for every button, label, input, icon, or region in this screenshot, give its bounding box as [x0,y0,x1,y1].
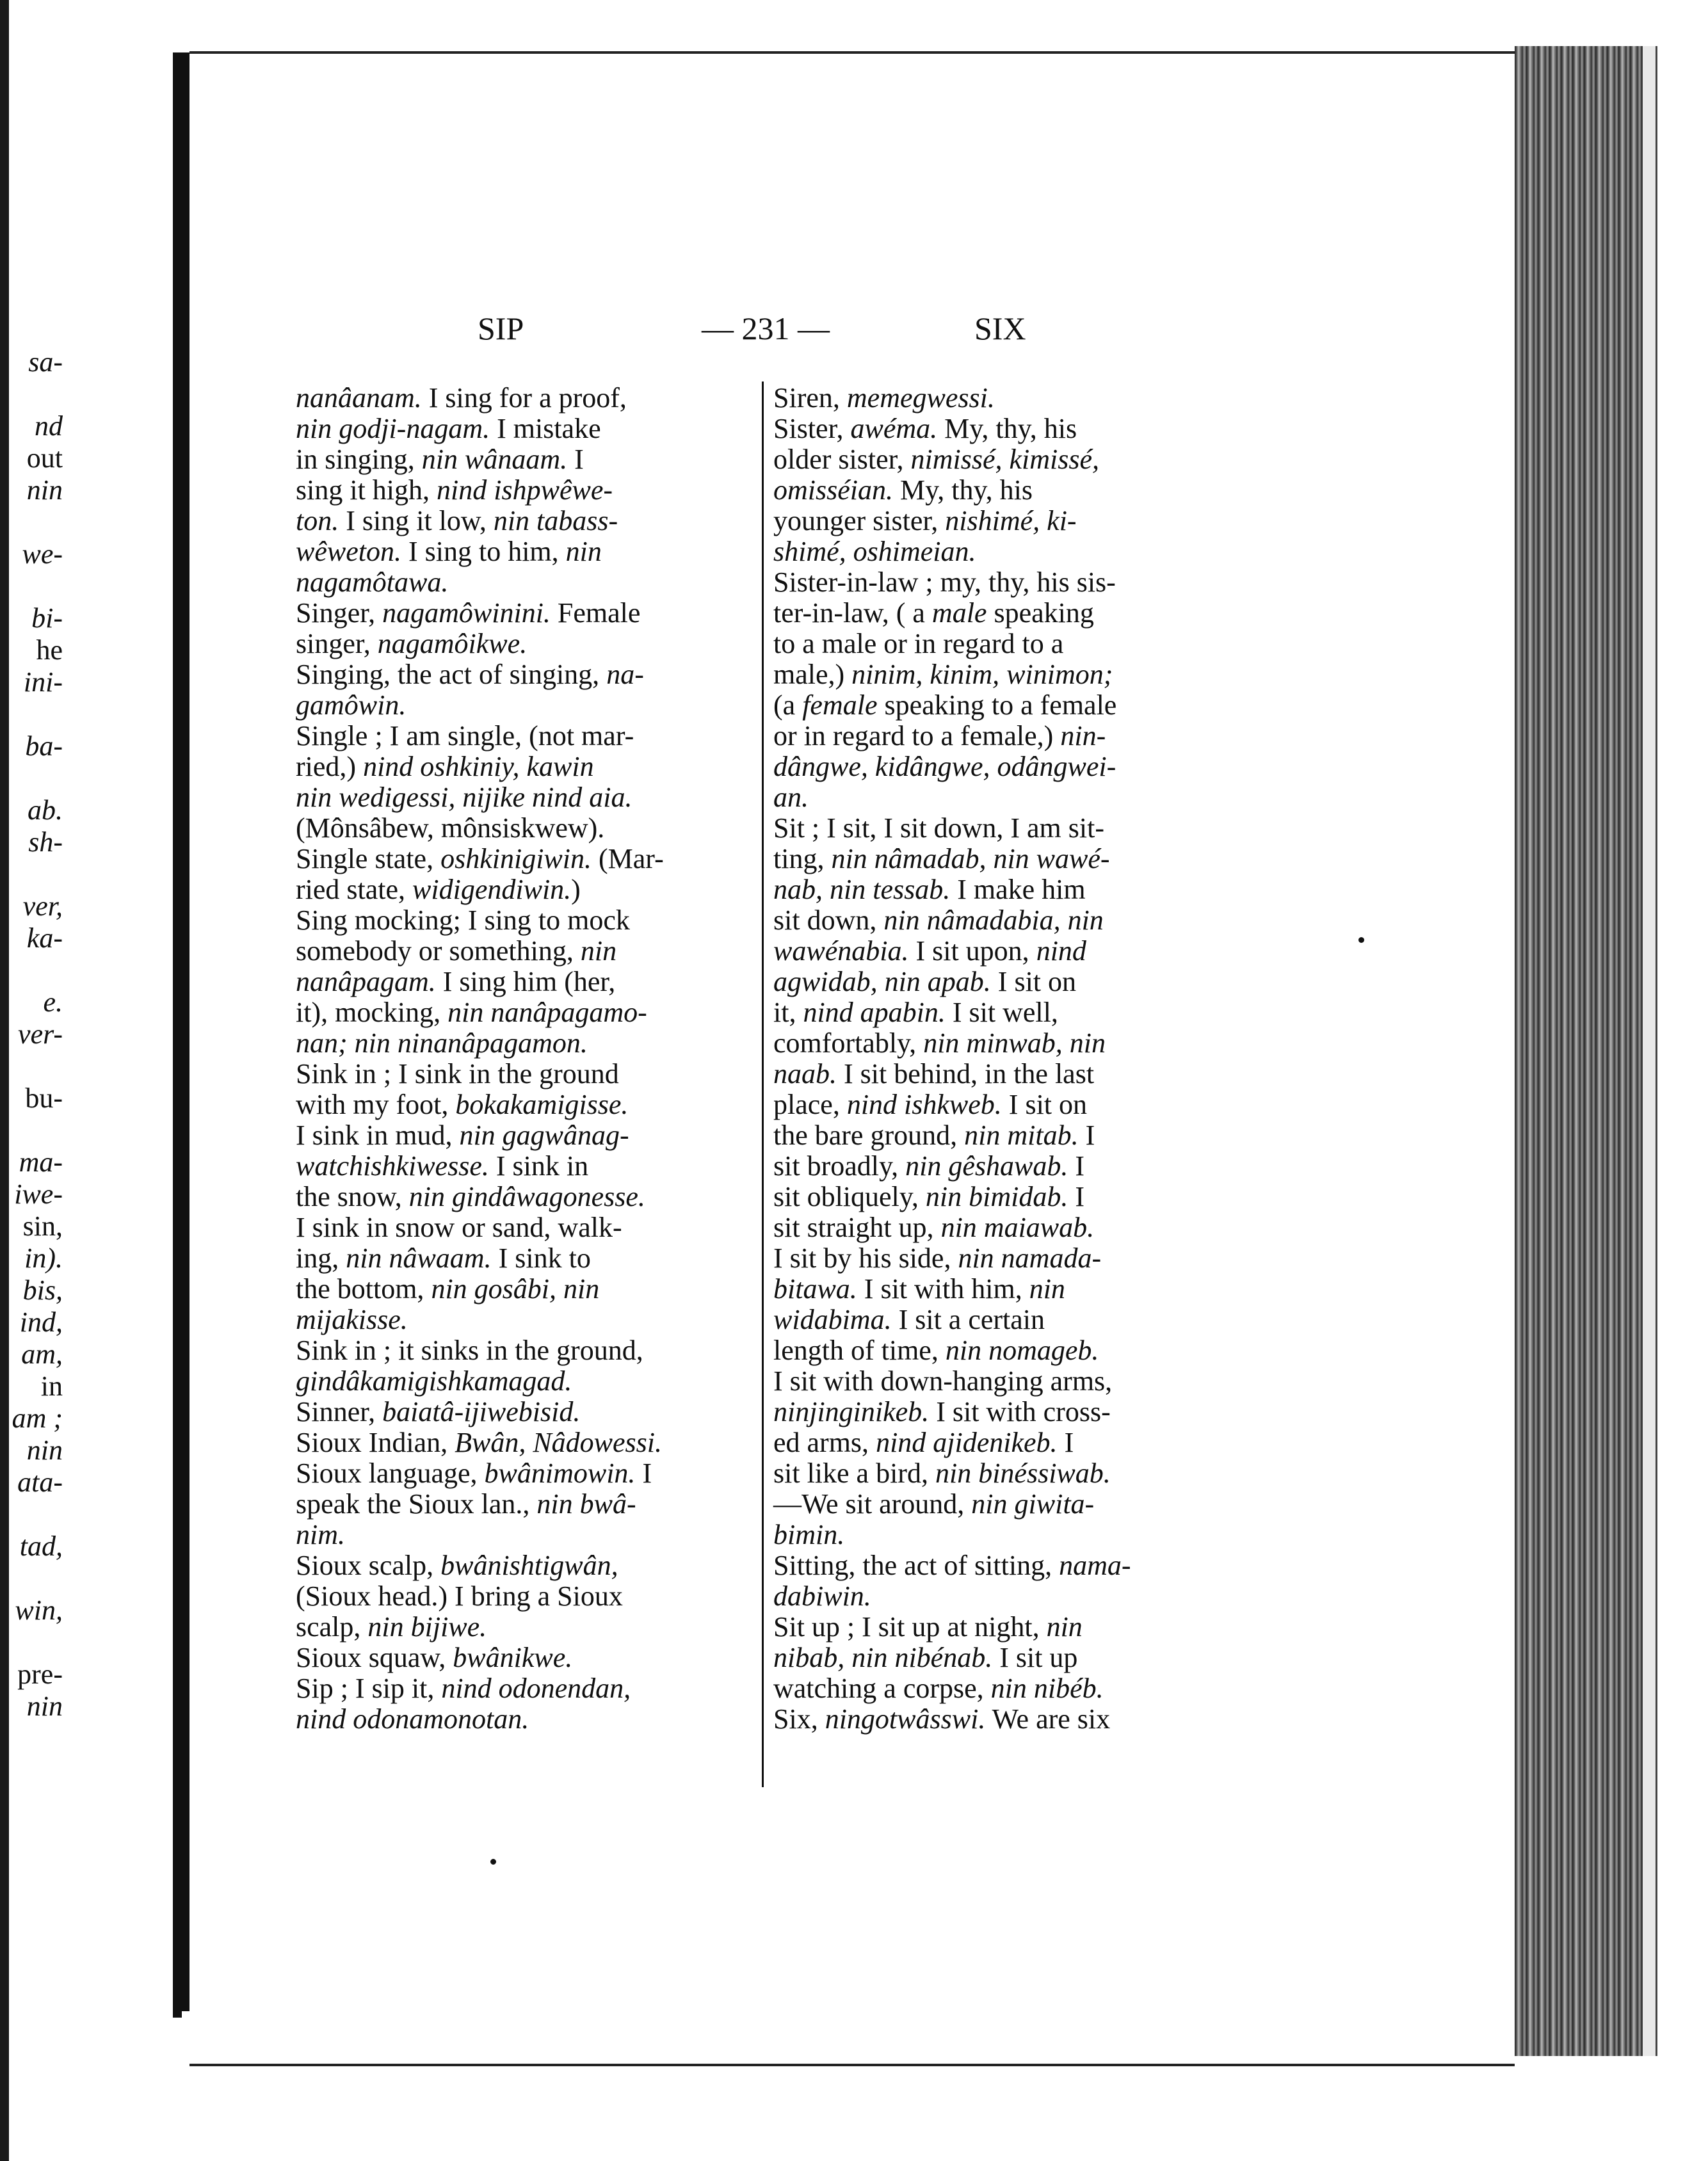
ojibwe-term: gamôwin. [296,689,407,721]
ojibwe-term: nin gêshawab. [905,1150,1068,1182]
english-text: ting, [773,843,832,874]
dictionary-entry [773,1704,1414,1735]
english-text: Six, [773,1703,825,1735]
ojibwe-term: nin maiawab. [940,1212,1095,1243]
ojibwe-term: nin- [1060,720,1106,751]
entry-line [773,566,1414,598]
dictionary-entry [773,1550,1414,1612]
english-text: I sing it low, [339,505,494,536]
previous-page-text-fragment: bi- [31,602,63,634]
ojibwe-term: nin [580,935,617,967]
entry-line [773,536,1414,567]
entry-line [773,1058,1414,1089]
english-text: —We sit around, [773,1488,972,1520]
entry-line [773,935,1414,967]
header-left-guide-word: SIP [478,310,524,346]
previous-page-text-fragment: sh- [28,826,63,858]
english-text: watching a corpse, [773,1673,991,1704]
english-text: I [567,444,584,475]
entry-line [773,1273,1414,1305]
english-text: Sioux squaw, [296,1642,453,1673]
entry-line [773,782,1414,813]
entry-line [773,1427,1414,1458]
previous-page-text-fragment: he [36,634,63,666]
previous-page-text-fragment: sin, [22,1210,63,1242]
entry-line [773,1212,1414,1243]
english-text: length of time, [773,1335,946,1366]
entry-line [773,1519,1414,1550]
previous-page-text-fragment: sa- [28,346,63,378]
english-text: I sink in snow or sand, walk- [296,1212,622,1243]
english-text: ter-in-law, ( a [773,597,932,629]
right-column [773,383,1414,1735]
ojibwe-term: memegwessi. [846,382,995,414]
english-text: I sit with cross- [929,1396,1111,1427]
entry-line [773,689,1414,721]
ojibwe-term: nin godji-nagam. [296,413,490,444]
english-text: scalp, [296,1611,368,1643]
entry-line [773,843,1414,874]
ojibwe-term: nin nâmadabia, nin [883,904,1104,936]
english-text: ) [571,874,581,905]
ojibwe-term: nind odonamonotan. [296,1703,529,1735]
previous-page-text-fragment: ata- [17,1466,63,1498]
entry-line [773,1242,1414,1274]
book-edge [1643,46,1657,2056]
ojibwe-term: baiatâ-ijiwebisid. [382,1396,581,1427]
previous-page-text-fragment: ka- [26,922,63,954]
english-text: I sing him (her, [435,966,616,997]
entry-line [773,997,1414,1028]
english-text: the snow, [296,1181,409,1212]
ojibwe-term: bitawa. [773,1273,857,1305]
english-text: Sitting, the act of sitting, [773,1550,1059,1581]
entry-line [773,413,1414,444]
entry-line [773,659,1414,690]
english-text: I [1068,1181,1085,1212]
ojibwe-term: nin [565,536,602,567]
english-text: speak the Sioux lan., [296,1488,537,1520]
entry-line [773,904,1414,936]
ojibwe-term: naab. [773,1058,837,1089]
previous-page-text-fragment: ba- [25,730,63,762]
entry-line [773,966,1414,997]
ojibwe-term: nin nibéb. [990,1673,1104,1704]
english-text: I sit with him, [857,1273,1029,1305]
english-text: Sink in ; it sinks in the ground, [296,1335,643,1366]
ojibwe-term: mijakisse. [296,1304,408,1335]
ojibwe-term: Bwân, Nâdowessi. [455,1427,663,1458]
english-text: I sit a certain [891,1304,1045,1335]
english-text: (Mar- [592,843,664,874]
previous-page-text-fragment: ver, [22,890,63,922]
ojibwe-term: bwânimowin. [484,1458,636,1489]
english-text: Female [550,597,641,629]
entry-line [773,1580,1414,1612]
ojibwe-term: nind oshkiniy, kawin [363,751,594,782]
ojibwe-term: nin bimidab. [925,1181,1068,1212]
entry-line [773,1611,1414,1643]
english-text: younger sister, [773,505,946,536]
ojibwe-term: nin nâmadab, nin wawé- [831,843,1110,874]
english-text: I [1057,1427,1074,1458]
scan-border-left [0,0,9,2161]
english-text: I sing to him, [401,536,566,567]
ojibwe-term: nind ishpwêwe- [437,474,613,506]
english-text: I [1068,1150,1085,1182]
english-text: I sit behind, in the last [837,1058,1095,1089]
previous-page-edge [9,52,182,2018]
entry-line [773,1365,1414,1397]
english-text: Single ; I am single, (not mar- [296,720,634,751]
ojibwe-term: bwânishtigwân, [440,1550,618,1581]
english-text: Sing mocking; I sing to mock [296,904,630,936]
ojibwe-term: awéma. [850,413,938,444]
english-text: I sit with down-hanging arms, [773,1365,1113,1397]
english-text: I sink in [488,1150,589,1182]
entry-line [773,597,1414,629]
entry-line [773,474,1414,506]
ojibwe-term: nin tabass- [493,505,618,536]
english-text: the bottom, [296,1273,431,1305]
previous-page-text-fragment: ind, [19,1306,63,1338]
ojibwe-term: nagamôikwe. [377,628,528,659]
ojibwe-term: omisséian. [773,474,893,506]
ojibwe-term: nab, nin tessab. [773,874,951,905]
ojibwe-term: nama- [1059,1550,1131,1581]
previous-page-text-fragment: win, [15,1595,63,1626]
ojibwe-term: nind [1036,935,1086,967]
ojibwe-term: male [931,597,987,629]
dictionary-page [189,51,1515,2066]
english-text: Sister-in-law ; my, thy, his sis- [773,566,1116,598]
dictionary-entry [773,567,1414,813]
entry-line [773,1458,1414,1489]
english-text: to a male or in regard to a [773,628,1064,659]
ojibwe-term: ninim, kinim, winimon; [851,659,1113,690]
print-speck [1358,937,1364,943]
ojibwe-term: ton. [296,505,339,536]
english-text: I sink in mud, [296,1120,460,1151]
dictionary-entry [773,383,1414,414]
ojibwe-term: nin giwita- [971,1488,1095,1520]
english-text: male,) [773,659,852,690]
english-text: Sioux language, [296,1458,485,1489]
entry-line [773,1120,1414,1151]
ojibwe-term: ningotwâsswi. [825,1703,986,1735]
english-text: with my foot, [296,1089,456,1120]
previous-page-text-fragment: in). [24,1242,63,1274]
page-edges [1515,46,1643,2056]
ojibwe-term: nin mitab. [964,1120,1079,1151]
english-text: I sink to [491,1242,591,1274]
english-text: Sinner, [296,1396,383,1427]
previous-page-text-fragment: bu- [25,1082,63,1114]
english-text: Sister, [773,413,851,444]
ojibwe-term: watchishkiwesse. [296,1150,489,1182]
ojibwe-term: bokakamigisse. [455,1089,629,1120]
entry-line [773,1396,1414,1427]
ojibwe-term: nin nanâpagamo- [447,997,647,1028]
ojibwe-term: nin [1046,1611,1083,1643]
english-text: I mistake [490,413,601,444]
previous-page-text-fragment: tad, [19,1530,63,1562]
english-text: ried state, [296,874,413,905]
previous-page-text-fragment: ab. [28,794,63,826]
ojibwe-term: nagamôtawa. [296,566,449,598]
english-text: somebody or something, [296,935,581,967]
entry-line [773,1335,1414,1366]
ojibwe-term: nan; nin ninanâpagamon. [296,1027,588,1059]
ojibwe-term: nind apabin. [803,997,946,1028]
ojibwe-term: nin gagwânag- [459,1120,629,1151]
entry-line [773,720,1414,751]
english-text: Sioux Indian, [296,1427,455,1458]
entry-line [773,628,1414,659]
english-text: or in regard to a female,) [773,720,1061,751]
entry-line [773,1703,1414,1735]
entry-line [773,874,1414,905]
ojibwe-term: nind odonendan, [441,1673,631,1704]
ojibwe-term: ninjinginikeb. [773,1396,930,1427]
english-text: ing, [296,1242,346,1274]
english-text: Sit ; I sit, I sit down, I am sit- [773,812,1104,844]
previous-page-text-fragment: iwe- [14,1178,63,1210]
english-text: I [1078,1120,1095,1151]
previous-page-text-fragment: nd [35,410,63,442]
header-right-guide-word: SIX [974,310,1026,346]
previous-page-text-fragment: pre- [17,1659,63,1690]
entry-line [773,1642,1414,1673]
ojibwe-term: nin wedigessi, nijike nind aia. [296,782,632,813]
previous-page-text-fragment: ini- [23,666,63,698]
english-text: sit straight up, [773,1212,941,1243]
english-text: I sit on [990,966,1077,997]
english-text: I sing for a proof, [421,382,627,414]
english-text: My, thy, his [893,474,1033,506]
previous-page-text-fragment: am, [21,1338,63,1370]
ojibwe-term: dângwe, kidângwe, odângwei- [773,751,1116,782]
english-text: comfortably, [773,1027,924,1059]
ojibwe-term: nanâpagam. [296,966,436,997]
column-rule [762,382,764,1787]
ojibwe-term: nin gosâbi, nin [431,1273,600,1305]
english-text: Sink in ; I sink in the ground [296,1058,619,1089]
english-text: sit broadly, [773,1150,906,1182]
english-text: it), mocking, [296,997,448,1028]
english-text: I make him [950,874,1086,905]
ojibwe-term: nin bijiwe. [367,1611,487,1643]
english-text: sit like a bird, [773,1458,935,1489]
ojibwe-term: nishimé, ki- [945,505,1077,536]
entry-line [773,444,1414,475]
ojibwe-term: nind ajidenikeb. [876,1427,1058,1458]
running-header [189,310,1515,355]
dictionary-entry [773,813,1414,1550]
english-text: place, [773,1089,847,1120]
ojibwe-term: nimissé, kimissé, [910,444,1100,475]
entry-line [773,751,1414,782]
page-number: — 231 — [702,310,830,346]
english-text: singer, [296,628,378,659]
english-text: Singing, the act of singing, [296,659,607,690]
dictionary-entry [773,414,1414,567]
ojibwe-term: agwidab, nin apab. [773,966,991,997]
ojibwe-term: widabima. [773,1304,892,1335]
english-text: I sit well, [945,997,1058,1028]
english-text: sit obliquely, [773,1181,926,1212]
entry-line [773,1550,1414,1581]
ojibwe-term: nagamôwinini. [382,597,551,629]
english-text: ed arms, [773,1427,876,1458]
english-text: ried,) [296,751,364,782]
previous-page-text-fragment: we- [22,538,63,570]
ojibwe-term: nin namada- [958,1242,1102,1274]
previous-page-text-fragment: in [40,1370,63,1402]
previous-page-text-fragment: nin [26,1434,63,1466]
english-text: I sit on [1001,1089,1088,1120]
english-text: Single state, [296,843,441,874]
entry-line [773,1150,1414,1182]
entry-line [773,1027,1414,1059]
ojibwe-term: shimé, oshimeian. [773,536,976,567]
print-speck [490,1859,496,1865]
english-text: in singing, [296,444,422,475]
previous-page-text-fragment: am ; [12,1402,63,1434]
previous-page-text-fragment: bis, [22,1274,63,1306]
english-text: Singer, [296,597,383,629]
previous-page-text-fragment: nin [26,1691,63,1722]
entry-line [773,1304,1414,1335]
ojibwe-term: nin minwab, nin [923,1027,1106,1059]
english-text: (Mônsâbew, mônsiskwew). [296,812,605,844]
ojibwe-term: nin bwâ- [536,1488,636,1520]
english-text: We are six [985,1703,1111,1735]
ojibwe-term: wêweton. [296,536,401,567]
english-text: Sioux scalp, [296,1550,441,1581]
ojibwe-term: na- [606,659,644,690]
english-text: older sister, [773,444,911,475]
entry-line [773,382,1414,414]
book-gutter [181,52,189,2011]
entry-line [773,505,1414,536]
english-text: (a [773,689,803,721]
ojibwe-term: nind ishkweb. [846,1089,1002,1120]
english-text: I [635,1458,652,1489]
english-text: I sit up [992,1642,1078,1673]
ojibwe-term: bimin. [773,1519,845,1550]
english-text: it, [773,997,803,1028]
entry-line [773,1089,1414,1120]
ojibwe-term: nin nomageb. [945,1335,1099,1366]
ojibwe-term: nin binéssiwab. [935,1458,1111,1489]
english-text: speaking [987,597,1094,629]
ojibwe-term: nin nâwaam. [346,1242,492,1274]
ojibwe-term: nin [1029,1273,1065,1305]
ojibwe-term: oshkinigiwin. [440,843,592,874]
english-text: Siren, [773,382,847,414]
previous-page-text-fragment: out [26,442,63,474]
english-text: sit down, [773,904,884,936]
english-text: My, thy, his [937,413,1077,444]
english-text: Sit up ; I sit up at night, [773,1611,1047,1643]
ojibwe-term: gindâkamigishkamagad. [296,1365,572,1397]
ojibwe-term: nin wânaam. [421,444,568,475]
ojibwe-term: wawénabia. [773,935,909,967]
english-text: (Sioux head.) I bring a Sioux [296,1580,623,1612]
english-text: the bare ground, [773,1120,965,1151]
english-text: I sit by his side, [773,1242,958,1274]
english-text: sing it high, [296,474,437,506]
english-text: Sip ; I sip it, [296,1673,442,1704]
previous-page-text-fragment: nin [26,474,63,506]
previous-page-text-fragment: e. [43,986,63,1018]
entry-line [773,812,1414,844]
entry-line [773,1673,1414,1704]
entry-line [773,1181,1414,1212]
ojibwe-term: bwânikwe. [453,1642,573,1673]
ojibwe-term: nanâanam. [296,382,422,414]
ojibwe-term: female [802,689,878,721]
previous-page-text-fragment: ma- [19,1146,63,1178]
entry-line [773,1488,1414,1520]
ojibwe-term: an. [773,782,809,813]
ojibwe-term: nin gindâwagonesse. [408,1181,645,1212]
english-text: I sit upon, [908,935,1036,967]
ojibwe-term: nim. [296,1519,345,1550]
dictionary-entry [773,1612,1414,1704]
ojibwe-term: widigendiwin. [412,874,572,905]
english-text: speaking to a female [877,689,1117,721]
previous-page-text-fragment: ver- [18,1018,63,1050]
ojibwe-term: dabiwin. [773,1580,871,1612]
ojibwe-term: nibab, nin nibénab. [773,1642,993,1673]
